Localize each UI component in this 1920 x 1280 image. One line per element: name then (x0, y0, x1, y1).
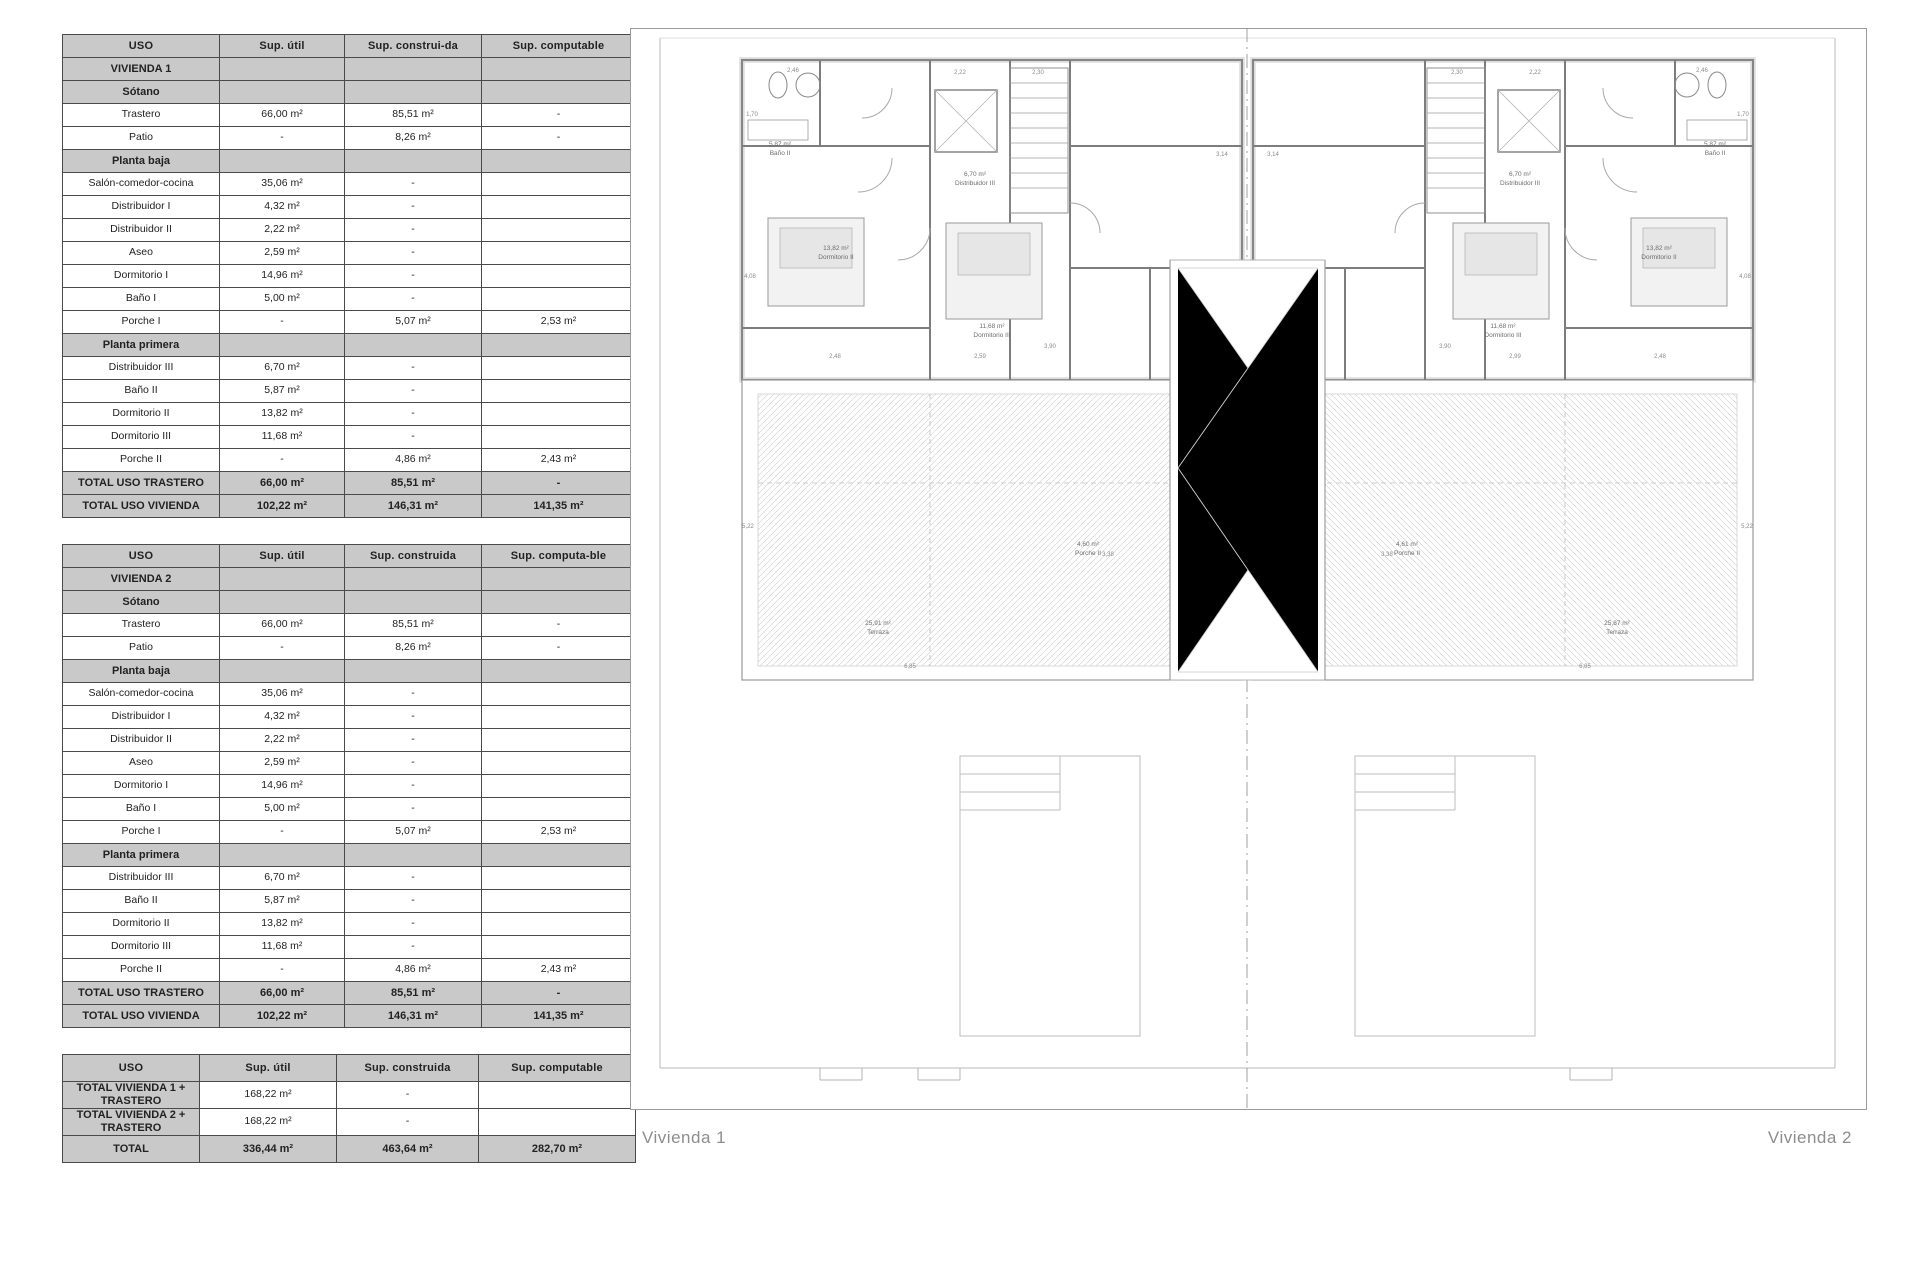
vivienda-1-table (62, 34, 636, 518)
cell-value: 102,22 m² (220, 1005, 345, 1028)
row-label: Distribuidor I (63, 706, 220, 729)
table-row (63, 1005, 636, 1028)
cell-value: 35,06 m² (220, 173, 345, 196)
svg-text:5,87 m²: 5,87 m² (768, 141, 792, 148)
cell-value (482, 196, 636, 219)
cell-value: 14,96 m² (220, 775, 345, 798)
table-row (63, 426, 636, 449)
row-label: Planta primera (63, 334, 220, 357)
svg-text:Dormitorio II: Dormitorio II (1641, 254, 1677, 261)
cell-value: 4,32 m² (220, 196, 345, 219)
vivienda-2-table (62, 544, 636, 1028)
table-row (63, 58, 636, 81)
cell-value: 6,70 m² (220, 357, 345, 380)
cell-value: - (345, 173, 482, 196)
cell-value: - (220, 637, 345, 660)
cell-value (345, 81, 482, 104)
row-label: Baño II (63, 890, 220, 913)
row-label: Aseo (63, 242, 220, 265)
row-label: Baño I (63, 798, 220, 821)
cell-value (482, 867, 636, 890)
cell-value: 85,51 m² (345, 472, 482, 495)
table-row (63, 729, 636, 752)
cell-value (482, 591, 636, 614)
svg-text:1,70: 1,70 (746, 112, 758, 118)
cell-value (479, 1109, 636, 1136)
cell-value (482, 683, 636, 706)
cell-value (479, 1082, 636, 1109)
table-row (63, 1082, 636, 1109)
cell-value: 2,53 m² (482, 311, 636, 334)
cell-value (482, 150, 636, 173)
cell-value: 85,51 m² (345, 614, 482, 637)
table-row (63, 104, 636, 127)
column-header: USO (63, 545, 220, 568)
svg-text:5,22: 5,22 (1741, 524, 1753, 530)
cell-value (220, 81, 345, 104)
cell-value: - (220, 311, 345, 334)
row-label: Porche I (63, 821, 220, 844)
cell-value: - (345, 706, 482, 729)
row-label: Dormitorio II (63, 403, 220, 426)
cell-value: 85,51 m² (345, 104, 482, 127)
table-row (63, 660, 636, 683)
cell-value: 5,07 m² (345, 311, 482, 334)
svg-text:2,22: 2,22 (954, 70, 966, 76)
table-row (63, 683, 636, 706)
svg-text:5,87 m²: 5,87 m² (1703, 141, 1727, 148)
cell-value: - (345, 403, 482, 426)
cell-value: 463,64 m² (337, 1136, 479, 1163)
table-row (63, 472, 636, 495)
cell-value: 5,07 m² (345, 821, 482, 844)
cell-value: - (345, 219, 482, 242)
table-row (63, 380, 636, 403)
cell-value (482, 775, 636, 798)
svg-text:3,90: 3,90 (1439, 344, 1451, 350)
row-label: Planta baja (63, 150, 220, 173)
cell-value (482, 403, 636, 426)
cell-value: 5,00 m² (220, 798, 345, 821)
column-header: Sup. computable (482, 35, 636, 58)
cell-value (482, 568, 636, 591)
table-row (63, 403, 636, 426)
table-row (63, 798, 636, 821)
cell-value (345, 334, 482, 357)
cell-value: - (482, 614, 636, 637)
table-row (63, 449, 636, 472)
cell-value: - (345, 798, 482, 821)
cell-value: 2,22 m² (220, 219, 345, 242)
cell-value: 6,70 m² (220, 867, 345, 890)
cell-value (482, 426, 636, 449)
svg-text:6,70 m²: 6,70 m² (963, 171, 987, 178)
cell-value (482, 752, 636, 775)
svg-text:11,68 m²: 11,68 m² (979, 323, 1005, 330)
row-label: Sótano (63, 591, 220, 614)
cell-value: 146,31 m² (345, 1005, 482, 1028)
table-row (63, 775, 636, 798)
cell-value: - (482, 127, 636, 150)
cell-value: 85,51 m² (345, 982, 482, 1005)
row-label: Patio (63, 127, 220, 150)
row-label: Distribuidor III (63, 357, 220, 380)
cell-value (482, 660, 636, 683)
row-label: Dormitorio I (63, 775, 220, 798)
row-label: VIVIENDA 2 (63, 568, 220, 591)
row-label: Salón-comedor-cocina (63, 173, 220, 196)
column-header: Sup. construi-da (345, 35, 482, 58)
cell-value: - (345, 729, 482, 752)
cell-value: - (345, 936, 482, 959)
cell-value (345, 568, 482, 591)
row-label: Distribuidor II (63, 219, 220, 242)
cell-value: - (220, 449, 345, 472)
svg-text:Dormitorio II: Dormitorio II (818, 254, 854, 261)
cell-value: - (345, 242, 482, 265)
row-label: Dormitorio III (63, 426, 220, 449)
row-label: TOTAL (63, 1136, 200, 1163)
cell-value (482, 219, 636, 242)
svg-text:4,61 m²: 4,61 m² (1395, 541, 1419, 548)
cell-value: - (345, 890, 482, 913)
cell-value (482, 81, 636, 104)
column-header: Sup. útil (220, 35, 345, 58)
cell-value: 5,00 m² (220, 288, 345, 311)
svg-text:11,68 m²: 11,68 m² (1490, 323, 1516, 330)
svg-text:Terraza: Terraza (867, 629, 889, 636)
cell-value: 11,68 m² (220, 936, 345, 959)
cell-value: 168,22 m² (200, 1082, 337, 1109)
table-row (63, 821, 636, 844)
cell-value: 141,35 m² (482, 495, 636, 518)
cell-value (482, 936, 636, 959)
cell-value: 5,87 m² (220, 380, 345, 403)
cell-value: - (337, 1109, 479, 1136)
cell-value (482, 890, 636, 913)
cell-value: 141,35 m² (482, 1005, 636, 1028)
row-label: TOTAL USO TRASTERO (63, 472, 220, 495)
table-row (63, 219, 636, 242)
row-label: Porche II (63, 449, 220, 472)
table-row (63, 591, 636, 614)
cell-value: 14,96 m² (220, 265, 345, 288)
column-header: Sup. útil (220, 545, 345, 568)
caption-vivienda-2: Vivienda 2 (1767, 1128, 1852, 1147)
svg-text:Dormitorio III: Dormitorio III (973, 332, 1011, 339)
table-row (63, 568, 636, 591)
summary-table (62, 1054, 636, 1163)
svg-text:3,38: 3,38 (1381, 552, 1393, 558)
svg-text:Distribuidor III: Distribuidor III (1499, 180, 1541, 187)
svg-text:25,87 m²: 25,87 m² (1604, 620, 1630, 627)
svg-text:Porche II: Porche II (1393, 550, 1421, 557)
cell-value (482, 58, 636, 81)
row-label: Dormitorio III (63, 936, 220, 959)
svg-text:2,99: 2,99 (1509, 354, 1521, 360)
cell-value: 102,22 m² (220, 495, 345, 518)
column-header: Sup. construida (345, 545, 482, 568)
svg-text:2,22: 2,22 (1529, 70, 1541, 76)
cell-value: - (482, 982, 636, 1005)
row-label: Aseo (63, 752, 220, 775)
row-label: Porche II (63, 959, 220, 982)
row-label: Planta baja (63, 660, 220, 683)
table-row (63, 913, 636, 936)
svg-text:Distribuidor III: Distribuidor III (954, 180, 996, 187)
table-row (63, 242, 636, 265)
cell-value: 2,59 m² (220, 242, 345, 265)
cell-value: 4,86 m² (345, 449, 482, 472)
cell-value (220, 568, 345, 591)
floor-plan-svg (630, 28, 1865, 1108)
table-row (63, 1109, 636, 1136)
cell-value (482, 844, 636, 867)
cell-value: - (220, 821, 345, 844)
row-label: TOTAL USO VIVIENDA (63, 495, 220, 518)
cell-value (482, 913, 636, 936)
table-row (63, 959, 636, 982)
cell-value (482, 380, 636, 403)
cell-value: 66,00 m² (220, 104, 345, 127)
cell-value (482, 242, 636, 265)
cell-value (345, 660, 482, 683)
row-label: Dormitorio I (63, 265, 220, 288)
row-label: Trastero (63, 614, 220, 637)
svg-text:2,59: 2,59 (974, 354, 986, 360)
cell-value (345, 58, 482, 81)
row-label: Distribuidor III (63, 867, 220, 890)
table-row (63, 196, 636, 219)
svg-text:Terraza: Terraza (1606, 629, 1628, 636)
svg-text:25,91 m²: 25,91 m² (865, 620, 891, 627)
row-label: Baño II (63, 380, 220, 403)
table-row (63, 867, 636, 890)
table-row (63, 150, 636, 173)
cell-value (482, 173, 636, 196)
table-row (63, 81, 636, 104)
svg-text:2,46: 2,46 (1696, 68, 1708, 74)
cell-value: - (345, 426, 482, 449)
svg-text:13,82 m²: 13,82 m² (1646, 245, 1672, 252)
cell-value: 11,68 m² (220, 426, 345, 449)
svg-text:4,08: 4,08 (1739, 274, 1751, 280)
cell-value: 2,43 m² (482, 959, 636, 982)
svg-text:3,90: 3,90 (1044, 344, 1056, 350)
svg-text:2,48: 2,48 (829, 354, 841, 360)
cell-value: 8,26 m² (345, 127, 482, 150)
cell-value: 2,53 m² (482, 821, 636, 844)
cell-value: - (220, 127, 345, 150)
column-header: Sup. construida (337, 1055, 479, 1082)
cell-value: - (345, 752, 482, 775)
svg-text:2,46: 2,46 (787, 68, 799, 74)
row-label: Sótano (63, 81, 220, 104)
table-row (63, 637, 636, 660)
cell-value: - (345, 196, 482, 219)
row-label: TOTAL USO TRASTERO (63, 982, 220, 1005)
cell-value: - (220, 959, 345, 982)
row-label: TOTAL VIVIENDA 1 + TRASTERO (63, 1082, 200, 1109)
table-row (63, 614, 636, 637)
cell-value: 2,43 m² (482, 449, 636, 472)
cell-value (482, 265, 636, 288)
table-row (63, 495, 636, 518)
table-row (63, 752, 636, 775)
table-row (63, 982, 636, 1005)
svg-text:3,38: 3,38 (1102, 552, 1114, 558)
cell-value (220, 844, 345, 867)
cell-value (482, 288, 636, 311)
cell-value: 168,22 m² (200, 1109, 337, 1136)
column-header: Sup. útil (200, 1055, 337, 1082)
row-label: Distribuidor II (63, 729, 220, 752)
cell-value: - (345, 265, 482, 288)
column-header: Sup. computable (479, 1055, 636, 1082)
cell-value: 4,86 m² (345, 959, 482, 982)
table-row (63, 890, 636, 913)
cell-value: - (345, 867, 482, 890)
cell-value: 2,59 m² (220, 752, 345, 775)
cell-value: 2,22 m² (220, 729, 345, 752)
cell-value (482, 334, 636, 357)
cell-value: 5,87 m² (220, 890, 345, 913)
svg-text:3,14: 3,14 (1267, 152, 1279, 158)
cell-value (482, 798, 636, 821)
cell-value (220, 150, 345, 173)
caption-vivienda-1: Vivienda 1 (642, 1128, 727, 1147)
cell-value: 66,00 m² (220, 472, 345, 495)
svg-text:2,30: 2,30 (1451, 70, 1463, 76)
svg-text:Porche II: Porche II (1074, 550, 1102, 557)
svg-text:6,85: 6,85 (904, 664, 916, 670)
table-row (63, 173, 636, 196)
cell-value: - (345, 775, 482, 798)
column-header: Sup. computa-ble (482, 545, 636, 568)
cell-value: 13,82 m² (220, 403, 345, 426)
floor-plan-drawing (630, 28, 1870, 1147)
row-label: Dormitorio II (63, 913, 220, 936)
cell-value: - (482, 104, 636, 127)
cell-value: 146,31 m² (345, 495, 482, 518)
cell-value: - (345, 357, 482, 380)
row-label: Porche I (63, 311, 220, 334)
svg-text:Dormitorio III: Dormitorio III (1484, 332, 1522, 339)
row-label: Distribuidor I (63, 196, 220, 219)
cell-value: - (482, 637, 636, 660)
cell-value: - (345, 913, 482, 936)
table-row (63, 311, 636, 334)
cell-value: - (482, 472, 636, 495)
cell-value (220, 58, 345, 81)
table-row (63, 265, 636, 288)
cell-value (345, 150, 482, 173)
column-header: USO (63, 1055, 200, 1082)
table-row (63, 936, 636, 959)
svg-text:4,08: 4,08 (744, 274, 756, 280)
row-label: Planta primera (63, 844, 220, 867)
cell-value: - (337, 1082, 479, 1109)
svg-text:2,48: 2,48 (1654, 354, 1666, 360)
table-row (63, 1136, 636, 1163)
table-row (63, 334, 636, 357)
cell-value (220, 660, 345, 683)
cell-value (220, 591, 345, 614)
svg-text:13,82 m²: 13,82 m² (823, 245, 849, 252)
svg-text:6,85: 6,85 (1579, 664, 1591, 670)
cell-value: - (345, 683, 482, 706)
svg-text:1,70: 1,70 (1737, 112, 1749, 118)
cell-value (345, 591, 482, 614)
row-label: TOTAL USO VIVIENDA (63, 1005, 220, 1028)
cell-value: 66,00 m² (220, 614, 345, 637)
cell-value: - (345, 288, 482, 311)
cell-value (482, 357, 636, 380)
row-label: Patio (63, 637, 220, 660)
cell-value (482, 729, 636, 752)
svg-text:4,60 m²: 4,60 m² (1076, 541, 1100, 548)
column-header: USO (63, 35, 220, 58)
cell-value (482, 706, 636, 729)
svg-text:3,14: 3,14 (1216, 152, 1228, 158)
svg-text:2,30: 2,30 (1032, 70, 1044, 76)
table-row (63, 357, 636, 380)
svg-text:6,70 m²: 6,70 m² (1508, 171, 1532, 178)
svg-text:Baño II: Baño II (769, 150, 791, 157)
cell-value: 4,32 m² (220, 706, 345, 729)
table-row (63, 844, 636, 867)
surface-tables-panel (62, 34, 607, 1189)
row-label: TOTAL VIVIENDA 2 + TRASTERO (63, 1109, 200, 1136)
svg-text:Baño II: Baño II (1704, 150, 1726, 157)
cell-value: 13,82 m² (220, 913, 345, 936)
cell-value: 282,70 m² (479, 1136, 636, 1163)
row-label: Baño I (63, 288, 220, 311)
svg-text:5,22: 5,22 (742, 524, 754, 530)
table-row (63, 706, 636, 729)
cell-value: 35,06 m² (220, 683, 345, 706)
cell-value (220, 334, 345, 357)
cell-value: 8,26 m² (345, 637, 482, 660)
table-row (63, 288, 636, 311)
row-label: Trastero (63, 104, 220, 127)
cell-value (345, 844, 482, 867)
cell-value: 66,00 m² (220, 982, 345, 1005)
row-label: VIVIENDA 1 (63, 58, 220, 81)
cell-value: 336,44 m² (200, 1136, 337, 1163)
table-row (63, 127, 636, 150)
row-label: Salón-comedor-cocina (63, 683, 220, 706)
cell-value: - (345, 380, 482, 403)
